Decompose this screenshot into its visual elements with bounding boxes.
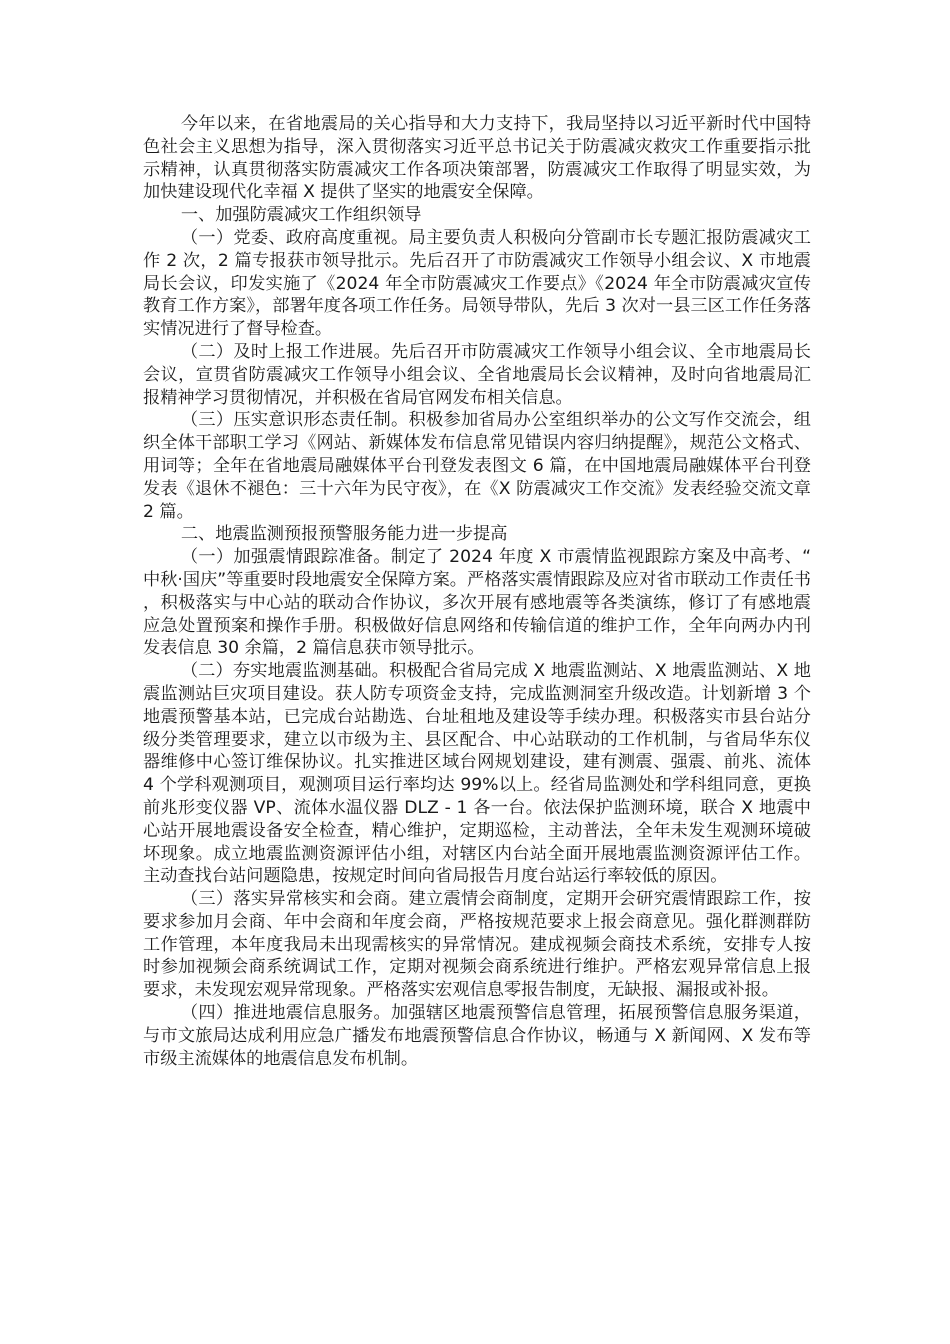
document-page <box>143 113 811 1070</box>
body-paragraph: （二）夯实地震监测基础。积极配合省局完成 X 地震监测站、X 地震监测站、X 地震监测站巨灾项目建设。获人防专项资金支持，完成监测洞室升级改造。计划新增 3 个地震预警基本站，已完成台站勘选、台址租地及建设等手续办理。积极落实市县台站分级分类管理要求，建立以市级为主、县区配合、中心站联动的工作机制，与省局华东仪器维修中心签订维保协议。扎实推进区域台网规划建设，建有测震、强震、前兆、流体 4 个学科观测项目，观测项目运行率均达 99%以上。经省局监测处和学科组同意，更换前兆形变仪器 VP、流体水温仪器 DLZ - 1 各一台。依法保护监测环境，联合 X 地震中心站开展地震设备安全检查，精心维护，定期巡检，主动普法，全年未发生观测环境破坏现象。成立地震监测资源评估小组，对辖区内台站全面开展地震监测资源评估工作。主动查找台站问题隐患，按规定时间向省局报告月度台站运行率较低的原因。 <box>143 661 811 887</box>
body-paragraph: （四）推进地震信息服务。加强辖区地震预警信息管理，拓展预警信息服务渠道，与市文旅局达成利用应急广播发布地震预警信息合作协议，畅通与 X 新闻网、X 发布等市级主流媒体的地震信息发布机制。 <box>143 1003 811 1069</box>
section-heading-1: 一、加强防震减灾工作组织领导 <box>180 205 422 226</box>
section-heading-2: 二、地震监测预报预警服务能力进一步提高 <box>180 524 508 545</box>
body-paragraph: （三）压实意识形态责任制。积极参加省局办公室组织举办的公文写作交流会，组织全体干部职工学习《网站、新媒体发布信息常见错误内容归纳提醒》，规范公文格式、用词等；全年在省地震局融媒体平台刊登发表图文 6 篇，在中国地震局融媒体平台刊登发表《退休不褪色：三十六年为民守夜》，在《X 防震减灾工作交流》发表经验交流文章 2 篇。 <box>143 410 811 522</box>
intro-paragraph: 今年以来，在省地震局的关心指导和大力支持下，我局坚持以习近平新时代中国特色社会主义思想为指导，深入贯彻落实习近平总书记关于防震减灾救灾工作重要指示批示精神，认真贯彻落实防震减灾工作各项决策部署，防震减灾工作取得了明显实效，为加快建设现代化幸福 X 提供了坚实的地震安全保障。 <box>143 114 811 203</box>
body-paragraph: （三）落实异常核实和会商。建立震情会商制度，定期开会研究震情跟踪工作，按要求参加月会商、年中会商和年度会商，严格按规范要求上报会商意见。强化群测群防工作管理，本年度我局未出现需核实的异常情况。建成视频会商技术系统，安排专人按时参加视频会商系统调试工作，定期对视频会商系统进行维护。严格宏观异常信息上报要求，未发现宏观异常现象。严格落实宏观信息零报告制度，无缺报、漏报或补报。 <box>143 889 811 1001</box>
body-paragraph: （一）加强震情跟踪准备。制定了 2024 年度 X 市震情监视跟踪方案及中高考、“中秋·国庆”等重要时段地震安全保障方案。严格落实震情跟踪及应对省市联动工作责任书，积极落实与中心站的联动合作协议，多次开展有感地震等各类演练，修订了有感地震应急处置预案和操作手册。积极做好信息网络和传输信道的维护工作，全年向两办内刊发表信息 30 余篇，2 篇信息获市领导批示。 <box>143 547 811 659</box>
body-paragraph: （一）党委、政府高度重视。局主要负责人积极向分管副市长专题汇报防震减灾工作 2 次，2 篇专报获市领导批示。先后召开了市防震减灾工作领导小组会议、X 市地震局长会议，印发实施了《2024 年全市防震减灾工作要点》《2024 年全市防震减灾宣传教育工作方案》，部署年度各项工作任务。局领导带队，先后 3 次对一县三区工作任务落实情况进行了督导检查。 <box>143 227 811 340</box>
body-paragraph: （二）及时上报工作进展。先后召开市防震减灾工作领导小组会议、全市地震局长会议，宣贯省防震减灾工作领导小组会议、全省地震局长会议精神，及时向省地震局汇报精神学习贯彻情况，并积极在省局官网发布相关信息。 <box>143 341 811 408</box>
